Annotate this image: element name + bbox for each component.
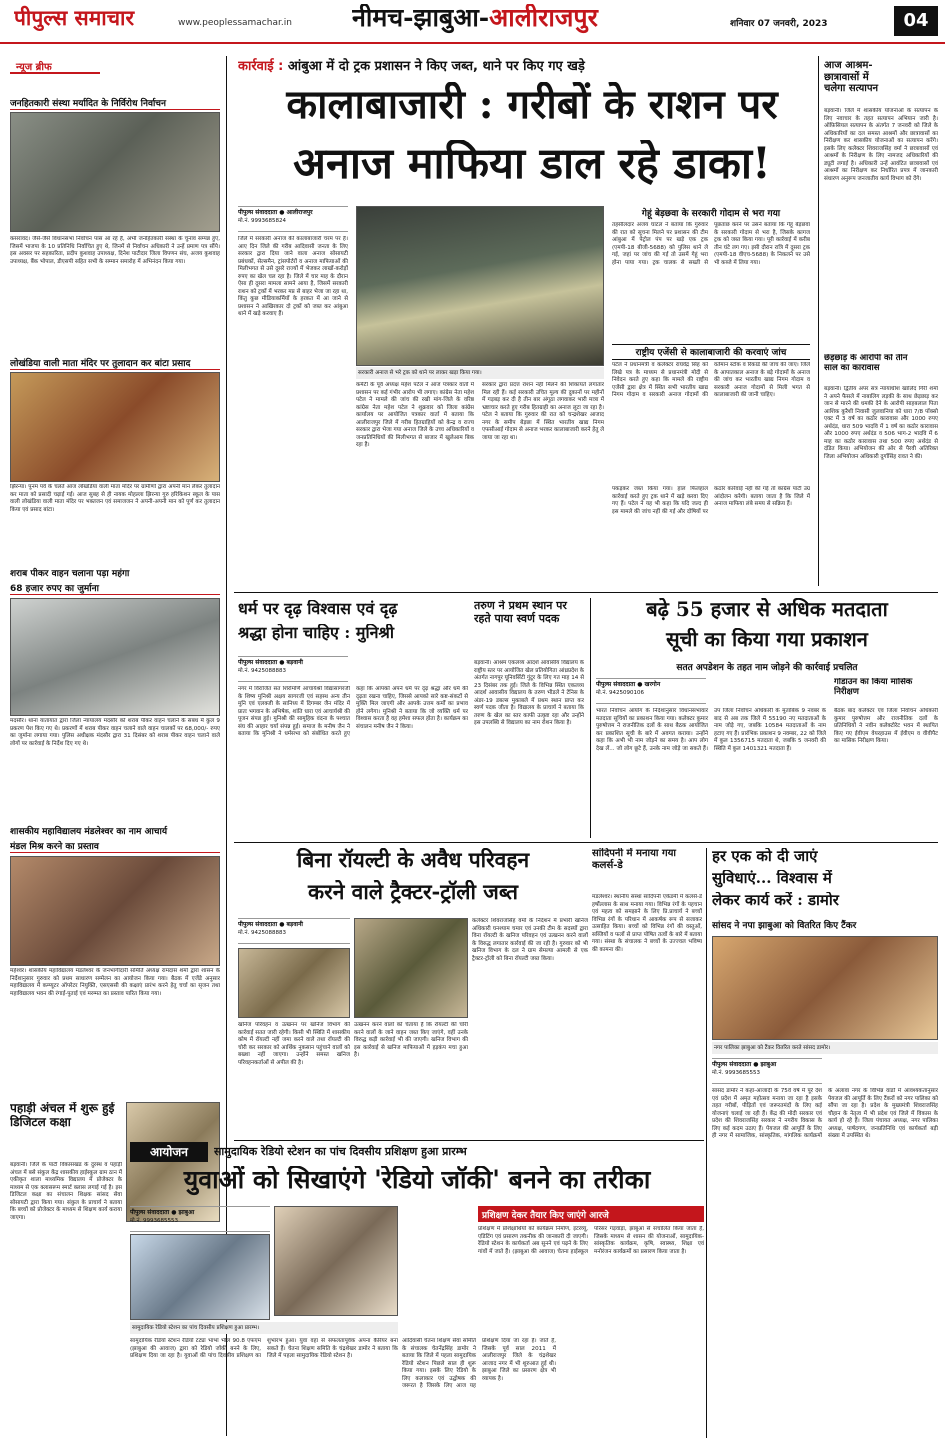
story-headline: सूची का किया गया प्रकाशन [666,628,868,651]
news-photo [130,1234,270,1320]
brief-headline: शराब पीकर वाहन चलाना पड़ा महंगा [10,569,130,579]
column-divider [590,598,591,838]
column-divider [706,848,707,1438]
story-byline [238,656,348,682]
story-headline: करने वाले ट्रैक्टर-ट्रॉली जब्त [307,880,518,904]
lead-headline-line2: अनाज माफिया डाल रहे डाका! [293,140,771,189]
lead-text: जिले में सरकारी अनाज की कालाबाजारी चरम पर है। आए दिन जिले की गरीब आदिवासी जनता के लिए सरकार द्वारा दिया जाने वाला अनाज सोसायटी प्रबंधकों, सेल्समैन, ट्रांसपोर्टरों व अनाज माफियाओं की मिलीभगत से उसे दूसरे राज्यों में भेजकर लाखों-करोड़ों रुपए का खेल चल रहा है। जिले में चार माह के दौरान ऐसा ही दूसरा मामला सामने आया है, जिसमें सरकारी राशन को ट्रकों में भरकर मप्र से बाहर भेजा जा रहा था, किंतु कुछ मीडियाकर्मियों के हरकत में आ जाने से प्रशासन ने आखिरकार दो ट्रकों को जब्त कर आंबुआ थाने में खड़े करवाए हैं। [238,236,348,318]
radio-story [130,1142,704,1442]
section-divider [234,1140,704,1141]
byline-mobile: मो.नं. 9425090106 [596,690,645,696]
tractor-story [234,848,588,1136]
brief-text: कसरावद। जैसे-जैसे विधानसभा निर्वाचन पास आ रहे हैं, अभी जनहितकारी संस्था के चुनाव सम्पन्न हुए, जिसमें भाजपा के 10 प्रतिनिधि निर्वाचित हुए थे, जिनमें से निर्वाचन अधिकारी ने उन्हें प्रमाण पत्र सौंपे। इस अवसर पर सहकारिता, प्रदीप कुशवाह उपाध्यक्ष, दिनेश पाटीदार जिला विपणन संघ, अजय कुशवाह उपाध्यक्ष, बैंक भोपाल, डीएसपी सहित सभी के सम्मान समारोह में अभिनंदन किया गया। [10,236,220,265]
edition-title [352,4,682,38]
lead-text: कमेटी के पूर्व अध्यक्ष महेश पटेल ने आज पत्रकार वार्ता में प्रशासन पर कई गंभीर आरोप भी लगाए। कांग्रेस नेता महेश पटेल ने मामले की जांच की रखी मांग-जिले के वरिष्ठ कांग्रेस नेता महेश पटेल ने शुक्रवार को जिला कांग्रेस कार्यालय पर आयोजित पत्रकार वार्ता में बताया कि आलीराजपुर जिले में गरीब हितग्राहियों को केन्द्र व राज्य सरकार द्वारा भेजा गया अनाज जिले के उच्च अधिकारियों व जनप्रतिनिधियों की मिलीभगत से बाजार में खुलेआम बिक रहा है। [356,382,474,449]
brief-headline-line: साल का कारावास [824,362,880,373]
story-subheadline: सतत अपडेशन के तहत नाम जोड़ने की कार्रवाई प्रचलित [676,663,858,673]
section-divider [234,842,938,843]
brief-headline-line: छेड़छाड़ के आरोपी को तीन [824,354,908,363]
lead-sidebar-text: पटेल ने प्रधानमंत्री व कलेक्टर राघवेंद्र सिंह को लिखे पत्र के माध्यम से प्रधानमंत्री मोदी से निवेदन करते हुए कहा कि मामले की राष्ट्रीय एजेंसी द्वारा क्षेत्र में स्थित सभी भारतीय खाद्य निगम गोदाम व सरकारी अनाज गोदामों की वर्तमान स्टॉक व रिकार्ड की जांच की जाए। जिले के आपातकाल अनाज के बड़े गोदामों के अनाज की जांच कर भारतीय खाद्य निगम गोदाम व सरकारी अनाज गोदामों से मिली भगत से कालाबाजारी की जानी चाहिए। [612,362,810,399]
damor-story [712,848,938,1438]
lead-photo-truck [356,206,604,366]
story-text: बड़वानी। आश्रम एकलव्य आदर्श आवासीय विद्यालय के राष्ट्रीय स्तर पर आयोजित खेल प्रतियोगिता आंध्रप्रदेश के अंतर्गत नागपुर यूनिवर्सिटी गुंटूर के लिए गत माह 14 से 23 दिसंबर तक हुई। जिले के विभिन्न स्थित एकलव्य आदर्श आवासीय विद्यालय के तरुण भीडले ने टेनिस के अंडर-19 डबल्स मुकाबले में प्रथम स्थान प्राप्त कर स्वर्ण पदक जीता है। विद्यालय के प्राचार्य ने बताया कि तरुण के खेल का स्तर काफी उत्कृष्ट रहा और उन्होंने इस उपलब्धि से विद्यालय का नाम रोशन किया है। [474,660,584,727]
voter-list-story [596,598,938,838]
byline-reporter: पीपुल्स संवाददाता ● बड़वानी [238,659,303,666]
lead-text: सरकार द्वारा प्रदत्त राशन नहीं मिलने की शिकायतें लगातार मिल रही हैं। कई सरकारी उचित मूल्य की दुकानों पर महीनों में गड़बड़ कर दी है तीन बार अंगूठा लगवाकर भारी मात्रा में भ्रष्टाचार करते हुए गरीब हितग्राही का अनाज लूटा जा रहा है। पटेल ने बताया कि गुरुवार की रात को चन्द्रशेखर आजाद नगर के समीप बेड़छा में स्थित भारतीय खाद्य निगम एफसीआई गोदाम से अनाज भरकर कालाबाजारी करने हेतु ले जाया जा रहा था। [482,382,604,441]
brief-headline-line: आज आश्रम- [824,60,873,71]
byline-reporter: पीपुल्स संवाददाता ● झाबुआ [712,1061,777,1068]
byline-reporter: पीपुल्स संवाददाता ● बड़वानी [238,921,303,928]
sidebar-text: बैठक बाद कलेक्टर एवं जिला निर्वाचन अधिकारी कुमार पुरुषोत्तम और राजनीतिक दलों के प्रतिनिधियों ने नवीन कलेक्टोरेट भवन में स्थापित किए गए ईवीएम वेयरहाउस में ईवीएम व वीवीपैट का मासिक निरीक्षण किया। [834,708,938,745]
brief-text: महेश्वर। शासकीय महाविद्यालय मंडलेश्वर के जनभागीदारी समिति अध्यक्ष रामदास शर्मा द्वारा शासन के निर्देशानुसार गुरुवार को प्रथम साधारण सम्मेलन का आयोजन किया गया। बैठक में एजेंडे अनुसार महाविद्यालय में कम्प्यूटर ऑपरेटर नियुक्ति, एसएससी की कक्षाएं प्रारंभ करने हेतु चर्चा का सृजन तथा महाविद्यालय भवन की रंगाई-पुताई एवं मरम्मत का प्रस्ताव पारित किया गया। [10,968,220,997]
story-text: भारत निर्वाचन आयोग के निर्देशानुसार विधानसभावार मतदाता सूचियों का प्रकाशन किया गया। कलेक्टर कुमार पुरुषोत्तम ने राजनीतिक दलों के साथ बैठक आयोजित कर प्रकाशित सूची के बारे में अवगत कराया। उन्होंने कहा कि अभी भी नाम जोड़ने का समय है। आप लोग देख लें... जो लोग छूटे हैं, उनके नाम जोड़े जा सकते हैं। उप जिला निर्वाचन अधिकारी के मुताबिक 9 नवंबर के बाद से अब तक जिले में 55190 नए मतदाताओं के नाम जोड़े गए, जबकि 10584 मतदाताओं के नाम हटाए गए हैं। प्रारंभिक प्रकाशन 9 नवम्बर, 22 को जिले में कुल 1356715 मतदाता थे, जबकि 5 जनवरी की स्थिति में कुल 1401321 मतदाता हैं। [596,708,826,752]
photo-caption: सामुदायिक रेडियो स्टेशन का पांच दिवसीय प्रशिक्षण हुआ प्रारम्भ। [130,1322,398,1334]
masthead [0,0,945,44]
column-divider [818,56,819,586]
story-headline: लेकर कार्य करें : डामोर [712,892,839,909]
lead-headline-line1: कालाबाजारी : गरीबों के राशन पर [286,82,778,128]
brief-headline-line: छात्रावासों में [824,71,869,83]
story-headline: हर एक को दी जाएं [712,848,818,865]
news-photo [10,856,220,966]
story-text: खनिज परिवहन व उत्खनन पर खनिज विभाग की कार्रवाई सतत जारी रहेगी। किसी भी स्थिति में शासकीय कोष में रॉयल्टी नहीं जमा करने वाले तथा रॉयल्टी की चोरी कर सरकार को आर्थिक नुकसान पहुंचाने वालों को बख्शा नहीं जाएगा। उन्होंने समस्त खनिज परिवहनकर्ताओं से अपील की है। [238,1022,350,1066]
brief-text: मंदसौर। थाना यातायात द्वारा जिला न्यायालय मंदसौर को शराब पीकर वाहन चलाने के संबंध में कुल 9 प्रकरण पेश किए गए थे। प्रकरणों में शराब पीकर वाहन चलाने वाले वाहन चालकों पर 68,000/- रुपए का जुर्माना लगाया गया। पुलिस अधीक्षक मंदसौर द्वारा 31 दिसंबर को शराब पीकर वाहन चलाने वाले लोगों पर कार्रवाई के निर्देश दिए गए थे। [10,718,220,747]
website-url[interactable]: www.peoplessamachar.in [178,18,292,28]
section-divider [234,592,938,593]
page-number: 04 [894,6,938,36]
story-byline [238,918,350,944]
story-text: मंडलेश्वर। स्थानीय संस्था सांदिपनी एकेडमी में कलर्स-डे हर्षोल्लास के साथ मनाया गया। विभिन्न रंगों के पहचान एवं महत्व को समझाने के लिए प्रि.प्राचार्य ने बच्चों विभिन्न रंगों के परिधान में आकर्षक रूप से सजाकर उत्साहित किया। बच्चों को विभिन्न रंगों की वस्तुओं, सब्जियों व फलों से प्राप्त पोषित तत्वों के बारे में बताया गया। संस्था के संचालक ने बच्चों के उज्ज्वल भविष्य की कामना की। [592,894,702,953]
story-text: उत्खनन करने वालों को चेताया है कि रॉयल्टी की चोरी करने वालों के जाने वाहन जब्त किए जाएंगे, वहीं उनके विरुद्ध कड़ी कार्रवाई भी की जाएगी। खनिज विभाग की इस कार्रवाई से खनिज माफियाओं में हड़कंप मचा हुआ है। [354,1022,468,1059]
brief-text: बड़वानी। जिले के पाटी विकासखंड के दुरस्थ व पहाड़ी अंचल में बसे संकुल केंद्र शासकीय हाईस्कूल ग्राम ठान में एकीकृत शाला माध्यमिक विद्यालय में प्रोजेक्टर के माध्यम से एक क्लासरूम स्मार्ट क्लास लगाई गई है। इस डिजिटल कक्षा का संचालन शिक्षक सांसद सेवा सोसायटी द्वारा किया गया। संकुल के प्राचार्य ने बताया कि बच्चों को प्रोजेक्टर के माध्यम से शिक्षण कार्य कराया जाएगा। [10,1162,122,1221]
news-photo [10,112,220,232]
story-headline: युवाओं को सिखाएंगे 'रेडियो जॉकी' बनने का तरीका [183,1166,651,1194]
byline-mobile: मो.नं. 9993685553 [712,1070,761,1076]
news-photo [10,598,220,716]
brief-headline: शासकीय महाविद्यालय मंडलेश्वर का नाम आचार्य [10,827,168,837]
newspaper-logo: पीपुल्स समाचार [14,5,135,30]
story-headline: सांदिपनी में मनाया गया कलर्स-डे [592,848,677,871]
lead-kicker-label: कार्रवाई : [238,59,284,74]
brief-headline: लोखंडिया वाली माता मंदिर पर तुलादान कर बांटा प्रसाद [10,356,220,370]
story-text: सांसद डामोर ने कहा-आजादी के 75वें वर्ष में पूरे देश एवं प्रदेश में अमृत महोत्सव मनाया जा रहा है इसके तहत गरीबों, पीड़ितों एवं जरूरतमंदों के लिए कई योजनाएं चलाई जा रही हैं। केंद्र की मोदी सरकार एवं प्रदेश की शिवराजसिंह सरकार ने नगरीय विकास के लिए कई कदम उठाए हैं। पेयजल की आपूर्ति के लिए ही नगर में सामाजिक, सांस्कृतिक, मांगलिक कार्यक्रमों के अलावा नगर के विभिन्न वार्डों में आवश्यकतानुसार पेयजल की आपूर्ति के लिए टैंकरों को नगर पालिका को सौंपा जा रहा है। प्रदेश के मुख्यमंत्री शिवराजसिंह चौहान के नेतृत्व में भी प्रदेश एवं जिले में विकास के कार्य हो रहे हैं। जिला पंचायत अध्यक्ष, नगर पालिका अध्यक्ष, पार्षदगण, जनप्रतिनिधि एवं कार्यकर्ता बड़ी संख्या में उपस्थित थे। [712,1088,938,1140]
brief-subheadline: मंडल मिश्र करने का प्रस्ताव [10,839,220,853]
byline-reporter: पीपुल्स संवाददाता ● खरगोन [596,681,661,688]
brief-headline-large [824,354,938,382]
story-headline: धर्म पर दृढ़ विश्वास एवं दृढ़ [238,600,398,618]
news-photo [354,918,468,1018]
story-text: सामुदायिक रेडियो स्टेशन रेडियो टट्या भाभा भील 90.8 एफएम (झाबुआ की आवाज) द्वारा को रेडियो जॉकी बनने के लिए, प्रशिक्षण दिया जा रहा है। युवाओं की पांच दिवसीय प्रशिक्षण का शुभारंभ हुआ। युवा वहां से सफलतापूर्वक अपना कैरियर बना सकते हैं। चेतना शिक्षण समिति के चंद्रशेखर डामोर ने बताया कि जिले में पहला सामुदायिक रेडियो स्टेशन है। [130,1338,398,1360]
news-photo [712,936,938,1040]
sidebar-heading: प्रशिक्षण देकर तैयार किए जाएंगे आरजे [478,1206,704,1222]
munishri-story [234,598,468,838]
brief-headline-large [824,60,938,104]
colors-day-story [592,848,702,1136]
story-subheadline: सांसद ने नपा झाबुआ को वितरित किए टैंकर [712,921,857,931]
byline-mobile: मो.नं. 9425088883 [238,668,287,674]
story-kicker: सामुदायिक रेडियो स्टेशन का पांच दिवसीय प्रशिक्षण हुआ प्रारम्भ [214,1145,467,1158]
edition-title-black: नीमच-झाबुआ- [352,4,490,32]
story-headline: सुविधाएं... विश्वास में [712,870,832,887]
section-label: न्यूज ब्रीफ [10,56,100,74]
sidebar-text: प्रशिक्षण में प्रशिक्षार्थियों को कार्यक्रम निर्माण, इंटरव्यू, एडिटिंग एवं प्रसारण तकनीक की जानकारी दी जाएगी। रेडियो स्टेशन के कार्यकर्ता अब सुनने एवं पढ़ने के लिए गांवों में जाते हैं। (झाबुआ की आवाज) चेतना हाईस्कूल परिसर गड़वाड़ा, झाबुआ से संचालित किया जाता है, जिसके माध्यम से शासन की योजनाओं, सामुदायिक-सांस्कृतिक कार्यक्रम, कृषि, स्वास्थ्य, शिक्षा एवं मनोरंजन कार्यक्रमों का प्रसारण किया जाता है। [478,1226,704,1255]
lead-kicker-text: आंबुआ में दो ट्रक प्रशासन ने किए जब्त, थाने पर किए गए खड़े [287,59,585,74]
event-tag: आयोजन [130,1142,208,1162]
brief-text: बड़वानी। जिले में शासकीय योजनाओं के सत्यापन के लिए नवाचार के तहत सत्यापन अभियान जारी है। ऑफ़िसियल सत्यापन के अंतर्गत 7 जनवरी को जिले के अधिकारियों का दल समस्त आश्रमों और छात्रावासों का निरीक्षण कर शासकीय योजनाओं का सत्यापन करेंगे। इसके लिए कलेक्टर शिवराजसिंह वर्मा ने छात्रावासों एवं आश्रमों के निरीक्षण के लिए नामजद अधिकारियों की ड्यूटी लगाई है। अधिकारी उन्हें आवंटित छात्रावासों एवं आश्रमों का निरीक्षण कर निर्धारित प्रपत्र में जानकारी संधारण अनुरूप जनजातीय कार्य विभाग को देंगे। [824,108,938,182]
news-photo [10,372,220,482]
photo-caption: नगर पालिका झाबुआ को टैंकर वितरित करते सांसद डामोर। [712,1042,938,1054]
story-text: आदिवासी चेतना शिक्षण सेवा समिति के संचालक चेतनेंद्रसिंह डामोर ने बताया कि जिले में पहला सामुदायिक रेडियो स्टेशन पिछले साल ही शुरू किया गया। इसके लिए रेडियो के लिए कलाकार एवं उद्घोषक की जरूरत है जिसके लिए आज यह प्रशिक्षण दिया जा रहा है। जाते हैं, जिसके पूर्व साल 2011 में आलीराजपुर जिले के चंद्रशेखर आजाद नगर में भी शुरुआत हुई थी। झाबुआ जिले का प्रसारण क्षेत्र भी व्यापक है। [402,1338,556,1390]
lead-sidebar-heading: गेहूं बेड़छवा के सरकारी गोदाम से भरा गया [641,209,781,219]
news-photo [238,948,350,1018]
medal-story [474,598,584,838]
story-text: कलेक्टर शिवराजसिंह वर्मा के निर्देशन में प्रभारी खनिज अधिकारी घनश्याम चमार एवं उनकी टीम के सदस्यों द्वारा विना रॉयल्टी के खनिज परिवहन एवं उत्खनन करने वालों के विरुद्ध लगातार कार्रवाई की जा रही है। गुरुवार को भी खनिज विभाग के दल ने ग्राम सेमल्या आमली से एक ट्रैक्टर-ट्रॉली को बिना रॉयल्टी जब्त किया। [472,918,588,962]
story-headline: बिना रॉयल्टी के अवैध परिवहन [296,848,530,872]
story-headline: बढ़े 55 हजार से अधिक मतदाता [646,598,888,621]
brief-text: बड़वानी। द्वितीय अपर सत्र न्यायाधीश खालिद गिरी शर्मा ने अपने फैसले में नाबालिग लड़की के साथ छेड़छाड़ कर जान से मारने की धमकी देने के आरोपी साहबलाल पिता आशिक कुरैशी निवासी जुलवानिया को धारा 7/8 पॉक्सो एक्ट में 3 वर्ष का कठोर कारावास और 1000 रुपए अर्थदंड, धारा 509 भादवि में 1 वर्ष का कठोर कारावास और 1000 रुपए अर्थदंड व 506 भाग-2 भादवि में 6 माह का कठोर कारावास तथा 500 रुपए अर्थदंड से दंडित किया। अभियोजन की ओर से पैरवी अतिरिक्त जिला अभियोजन अधिकारी दुर्गासिंह रावत ने की। [824,386,938,460]
brief-headline: जनहितकारी संस्था मर्यादित के निर्विरोध निर्वाचन [10,96,220,110]
sidebar-heading: गोडाउन का किया मासिक निरीक्षण [834,678,913,697]
brief-subheadline: 68 हजार रुपए का जुर्माना [10,581,220,595]
byline-mobile: मो.नं. 9425088883 [238,930,287,936]
story-text: नगर में विराजित संत शिरोमणि आचार्यश्री विद्यासागरजी के शिष्य मुनिश्री अक्षय सागरजी एवं सहस्थ अन्य तीन मुनि एवं एलक्जी के सानिध्य में दिगम्बर जैन मंदिर में प्रातः भगवान के अभिषेक, शांति धारा एवं आचार्यश्री की पूजन संपन्न हुई। मुनिश्री की सामूहिक वंदना के पश्चात संघ की आहार चर्या संपन्न हुई। समाज के मनीष जैन ने बताया कि मुनिश्री ने धर्मसभा को संबोधित करते हुए कहा कि आपको अपने धर्म पर दृढ़ श्रद्धा और धर्म की दृढ़ता रखना चाहिए, जिससे आपको सारे कष्ट-संकटों से मुक्ति मिल जाएगी और आपके उत्तम कर्मों का प्रभाव होने लगेगा। मुनिश्री ने बताया कि जो व्यक्ति धर्म पर विश्वास करता है वह हमेशा सफल होता है। कार्यक्रम का संचालन मनीष जैन ने किया। [238,686,468,738]
brief-headline-large: पहाड़ी अंचल में शुरू हुई डिजिटल कक्षा [10,1102,115,1129]
lead-text: पकड़कर जब्त किया गया। हाल फिलहाल कार्रवाई करते हुए ट्रक थाने में खड़े करवा दिए गए हैं। पटेल ने यह भी कहा कि यदि जल्द ही इस मामले की जांच नहीं की गई और दोषियों पर कठोर कार्रवाई नहीं की गई तो कांग्रेस पार्टी उग्र आंदोलन करेगी। बताया जाता है कि जिले में अनाज माफिया लंबे समय से सक्रिय हैं। [612,486,810,515]
story-byline [596,678,706,704]
byline-reporter: पीपुल्स संवाददाता ● आलीराजपुर [238,209,313,216]
lead-photo-caption: सरकारी अनाज से भरे ट्रक को थाने पर लाकर खड़ा किया गया। [356,367,604,379]
byline-mobile: मो.नं. 9993685553 [130,1218,179,1224]
issue-date: शनिवार 07 जनवरी, 2023 [730,19,828,29]
lead-sidebar-heading: राष्ट्रीय एजेंसी से कालाबाजारी की करवाएं जांच [612,344,810,360]
edition-title-red: आलीराजपुर [489,4,598,32]
brief-headline-line: चलेगा सत्यापन [824,83,879,94]
lead-kicker [238,56,808,74]
story-headline: तरुण ने प्रथम स्थान पर रहते पाया स्वर्ण पदक [474,600,567,625]
byline-mobile: मो.नं. 9993685824 [238,218,287,224]
story-headline: श्रद्धा होना चाहिए : मुनिश्री [238,624,394,642]
lead-sidebar-text: तहसीलदार अजय घाटल ने बताया कि गुरुवार की रात को सूचना मिलने पर प्रशासन की टीम आंबुआ में पेट्रोल पंप पर खड़े एक ट्रक (एमपी-18 बीजी-5688) को पुलिस थाने ले गई, जहां पर जांच की गई तो उसमें गेहूं भरा होना पाया गया। ट्रक चालक से सख्ती से पूछताछ करने पर उसने बताया कि गेहूं बेड़छवा के सरकारी गोदाम से भरा है, जिसके कागज ट्रक को जब्त किया गया। पूरी कार्रवाई में करीब तीन घंटे लग गए। इसी दौरान रात्रि में दूसरा ट्रक (एमपी-18 वीएच-5688) के निकलने पर उसे भी कब्जे में लिया गया। [612,222,810,266]
right-briefs [824,60,938,586]
news-photo [274,1206,398,1316]
story-byline [130,1206,270,1232]
lead-byline [238,206,348,232]
brief-text: झिरन्या। पुनम पर्व के चलते आज लोखंडिया वाली माता मंदिर पर ग्रामीणों द्वारा अपनी मान लेकर तुलादान कर माता को प्रसादी चढ़ाई गई। आज सुबह से ही नायक मोहल्ला झिरन्या गुरु हरिकिशन स्कूल के पास वाली लोखंडिया वाली माता मंदिर पर भक्तजन एवं समाजजन ने अपनी-अपनी मान को पूर्ण कर तुलादान किया एवं प्रसाद बांटा। [10,484,220,513]
lead-story [234,56,812,586]
story-byline [712,1058,822,1084]
byline-reporter: पीपुल्स संवाददाता ● झाबुआ [130,1209,195,1216]
